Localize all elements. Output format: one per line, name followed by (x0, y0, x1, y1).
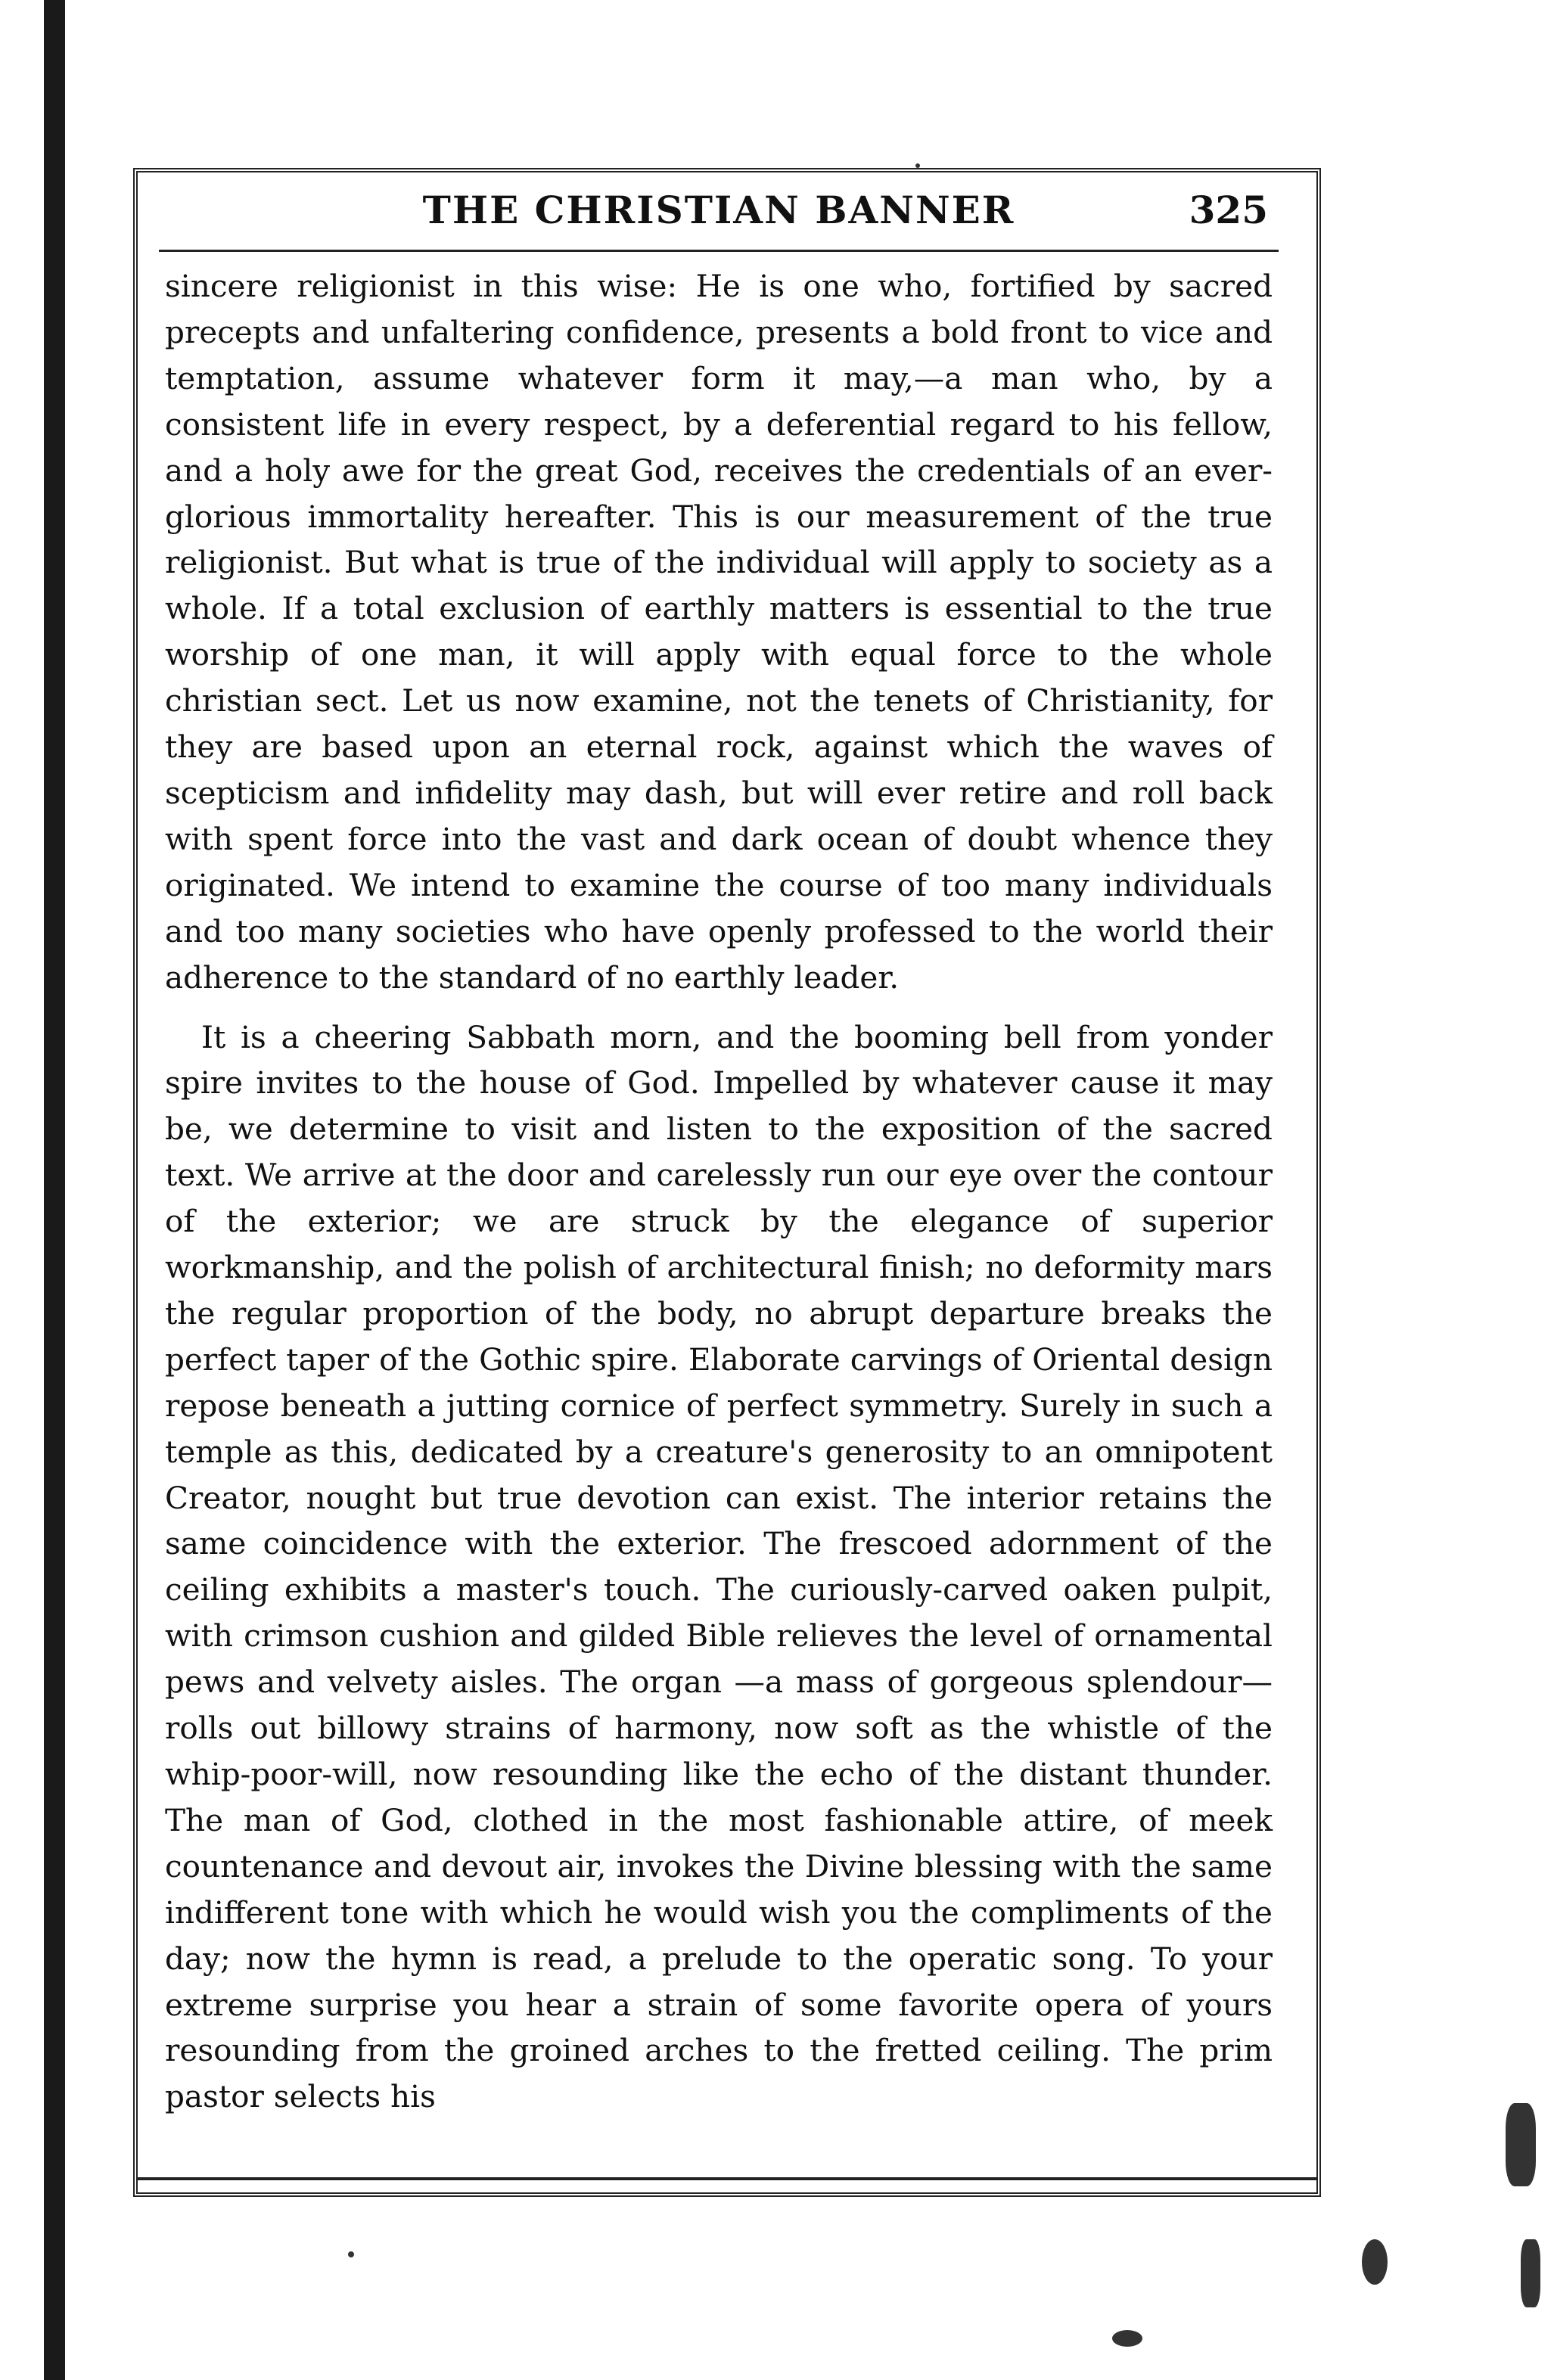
running-title: THE CHRISTIAN BANNER (422, 188, 1015, 232)
ink-speck (1362, 2239, 1388, 2285)
running-header (159, 182, 1279, 250)
binding-edge (44, 0, 65, 2380)
ink-speck (348, 2251, 354, 2257)
ink-speck (1521, 2239, 1540, 2307)
article-body (165, 263, 1273, 2120)
header-rule (159, 250, 1279, 252)
paragraph-2: It is a cheering Sabbath morn, and the booming bell from yonder spire invites to the house of God. Impelled by whatever cause it may be, we determine to visit and listen to the exposition of the sacred text. We arrive at the door and carelessly run our eye over the contour of the exterior; we are struck by the elegance of superior workmanship, and the polish of architectural finish; no deformity mars the regular proportion of the body, no abrupt departure breaks the perfect taper of the Gothic spire. Elaborate carvings of Oriental design repose beneath a jutting cornice of perfect symmetry. Surely in such a temple as this, dedicated by a creature's generosity to an omnipotent Creator, nought but true devotion can exist. The interior retains the same coincidence with the exterior. The frescoed adornment of the ceiling exhibits a master's touch. The curiously-carved oaken pulpit, with crimson cushion and gilded Bible relieves the level of ornamental pews and velvety aisles. The organ —a mass of gorgeous splendour—rolls out billowy strains of harmony, now soft as the whistle of the whip-poor-will, now resounding like the echo of the distant thunder. The man of God, clothed in the most fashionable attire, of meek countenance and devout air, invokes the Divine blessing with the same indifferent tone with which he would wish you the compliments of the day; now the hymn is read, a prelude to the operatic song. To your extreme surprise you hear a strain of some favorite opera of yours resounding from the groined arches to the fretted ceiling. The prim pastor selects his (165, 1018, 1273, 2115)
page-number: 325 (1189, 188, 1268, 232)
ink-speck (1506, 2103, 1536, 2186)
ink-speck (1112, 2330, 1142, 2347)
bottom-rule (138, 2177, 1318, 2180)
ink-speck (915, 163, 920, 168)
paragraph-1: sincere religionist in this wise: He is one who, fortified by sacred precepts and unfaltering confidence, presents a bold front to vice and temptation, assume whatever form it may,—a man who, by a consistent life in every respect, by a deferential regard to his fellow, and a holy awe for the great God, receives the credentials of an ever-glorious immortality hereafter. This is our measurement of the true religionist. But what is true of the individual will apply to society as a whole. If a total exclusion of earthly matters is essential to the true worship of one man, it will apply with equal force to the whole christian sect. Let us now examine, not the tenets of Christianity, for they are based upon an eternal rock, against which the waves of scepticism and infidelity may dash, but will ever retire and roll back with spent force into the vast and dark ocean of doubt whence they originated. We intend to examine the course of too many individuals and too many societies who have openly professed to the world their adherence to the standard of no earthly leader. (165, 268, 1273, 996)
